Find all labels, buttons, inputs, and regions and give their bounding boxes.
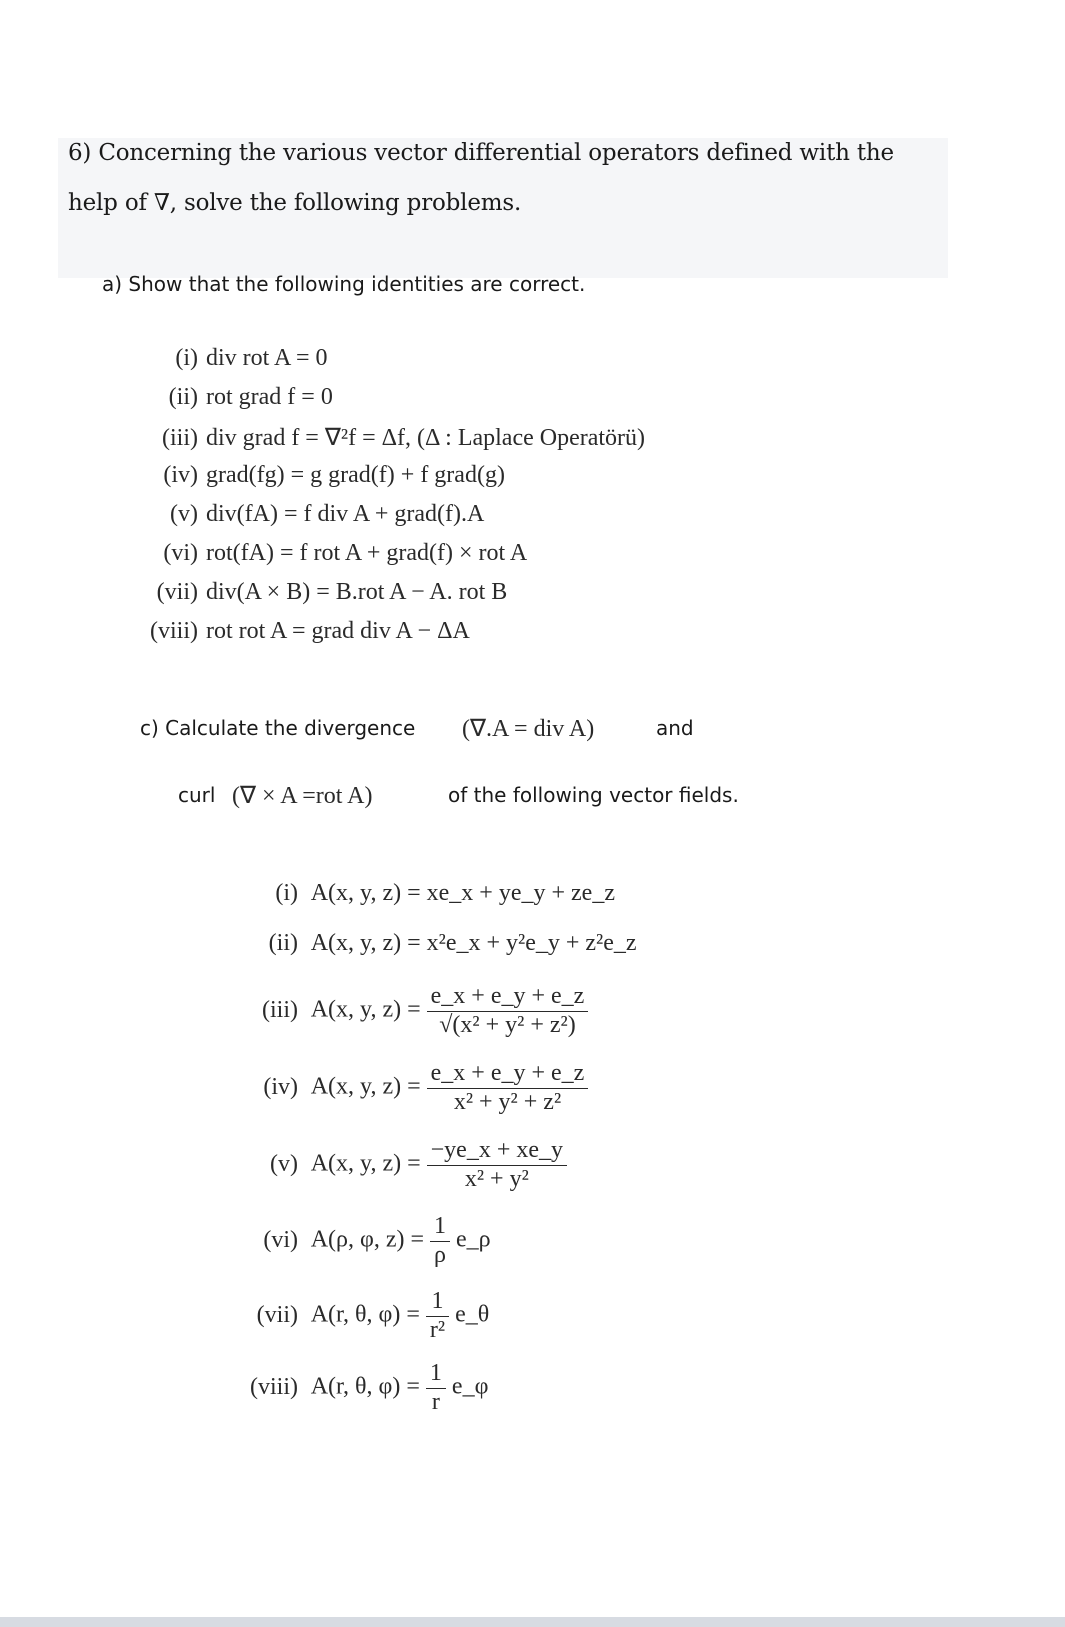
field-row <box>230 983 588 1039</box>
item-label: (v) <box>270 1150 298 1177</box>
field-row <box>230 1060 588 1116</box>
part-c-line2-suffix: of the following vector fields. <box>448 783 739 807</box>
item-label: (v) <box>170 501 198 527</box>
field-rhs: x²e_x + y²e_y + z²e_z <box>426 930 637 956</box>
field-row <box>230 930 637 957</box>
field-fraction <box>427 1137 567 1193</box>
identity-text: rot grad f = 0 <box>206 384 333 410</box>
identity-row <box>130 462 505 489</box>
identity-row <box>130 618 470 645</box>
identity-text: div(fA) = f div A + grad(f).A <box>206 501 485 527</box>
fraction-denominator: r <box>431 1388 440 1415</box>
identity-text: div grad f = ∇²f = Δf, (Δ : Laplace Operatörü) <box>206 425 646 451</box>
field-tail: e_ρ <box>456 1226 491 1253</box>
part-c-heading-prefix: c) Calculate the divergence <box>140 716 416 740</box>
field-rhs: xe_x + ye_y + ze_z <box>426 880 615 906</box>
fraction-denominator: x² + y² + z² <box>453 1088 562 1115</box>
fraction-denominator: r² <box>429 1316 446 1343</box>
field-lhs: A(x, y, z) = <box>310 930 421 956</box>
field-lhs: A(x, y, z) = <box>310 1150 421 1177</box>
identity-row <box>130 540 527 567</box>
fraction-numerator: 1 <box>430 1213 450 1242</box>
identity-text: div rot A = 0 <box>206 345 328 371</box>
fraction-denominator: √(x² + y² + z²) <box>439 1011 576 1038</box>
item-label: (iv) <box>163 462 198 488</box>
item-label: (ii) <box>168 384 198 410</box>
field-row <box>230 1137 567 1193</box>
part-a-heading: a) Show that the following identities are correct. <box>102 272 586 296</box>
bottom-scroll-strip <box>0 1617 1065 1627</box>
item-label: (ii) <box>268 930 298 956</box>
field-lhs: A(x, y, z) = <box>310 1073 421 1100</box>
identity-row <box>130 579 507 606</box>
identity-row <box>130 345 328 372</box>
identity-text: grad(fg) = g grad(f) + f grad(g) <box>206 462 505 488</box>
identity-row <box>130 423 645 452</box>
fraction-numerator: e_x + e_y + e_z <box>427 983 589 1012</box>
item-label: (viii) <box>250 1373 298 1400</box>
fraction-numerator: −ye_x + xe_y <box>427 1137 567 1166</box>
identity-row <box>130 501 484 528</box>
item-label: (iii) <box>162 425 198 451</box>
problem-line-1: 6) Concerning the various vector differential operators defined with the <box>68 140 894 166</box>
item-label: (vi) <box>263 1226 298 1253</box>
fraction-denominator: x² + y² <box>464 1165 529 1192</box>
identity-text: div(A × B) = B.rot A − A. rot B <box>206 579 508 605</box>
part-c-heading-math: (∇.A = div A) <box>462 716 595 742</box>
problem-line-2: help of ∇, solve the following problems. <box>68 190 522 216</box>
item-label: (vii) <box>256 1301 298 1328</box>
item-label: (iii) <box>262 996 298 1023</box>
field-tail: e_φ <box>451 1373 489 1400</box>
field-fraction <box>427 983 589 1039</box>
fraction-numerator: 1 <box>426 1288 449 1317</box>
fraction-numerator: e_x + e_y + e_z <box>427 1060 589 1089</box>
field-lhs: A(r, θ, φ) = <box>310 1373 420 1400</box>
fraction-numerator: 1 <box>426 1360 446 1389</box>
field-row <box>230 1213 491 1269</box>
field-row <box>230 1360 488 1416</box>
item-label: (vi) <box>163 540 198 566</box>
field-fraction <box>427 1060 589 1116</box>
field-row <box>230 880 615 907</box>
part-c-line2-prefix: curl <box>178 783 216 807</box>
field-tail: e_θ <box>455 1301 490 1328</box>
item-label: (viii) <box>150 618 198 644</box>
identity-row <box>130 384 333 411</box>
field-lhs: A(x, y, z) = <box>310 996 421 1023</box>
item-label: (vii) <box>156 579 198 605</box>
identity-text: rot rot A = grad div A − ΔA <box>206 618 470 644</box>
part-c-line2-math: (∇ × A =rot A) <box>232 783 373 809</box>
item-label: (iv) <box>263 1073 298 1100</box>
field-lhs: A(ρ, φ, z) = <box>310 1226 425 1253</box>
item-label: (i) <box>175 345 198 371</box>
identity-text: rot(fA) = f rot A + grad(f) × rot A <box>206 540 528 566</box>
field-lhs: A(r, θ, φ) = <box>310 1301 420 1328</box>
field-lhs: A(x, y, z) = <box>310 880 421 906</box>
field-row <box>230 1288 489 1344</box>
item-label: (i) <box>275 880 298 906</box>
field-fraction <box>426 1360 446 1416</box>
field-fraction <box>430 1213 450 1269</box>
part-c-heading-suffix: and <box>656 716 694 740</box>
field-fraction <box>426 1288 449 1344</box>
fraction-denominator: ρ <box>434 1241 447 1268</box>
